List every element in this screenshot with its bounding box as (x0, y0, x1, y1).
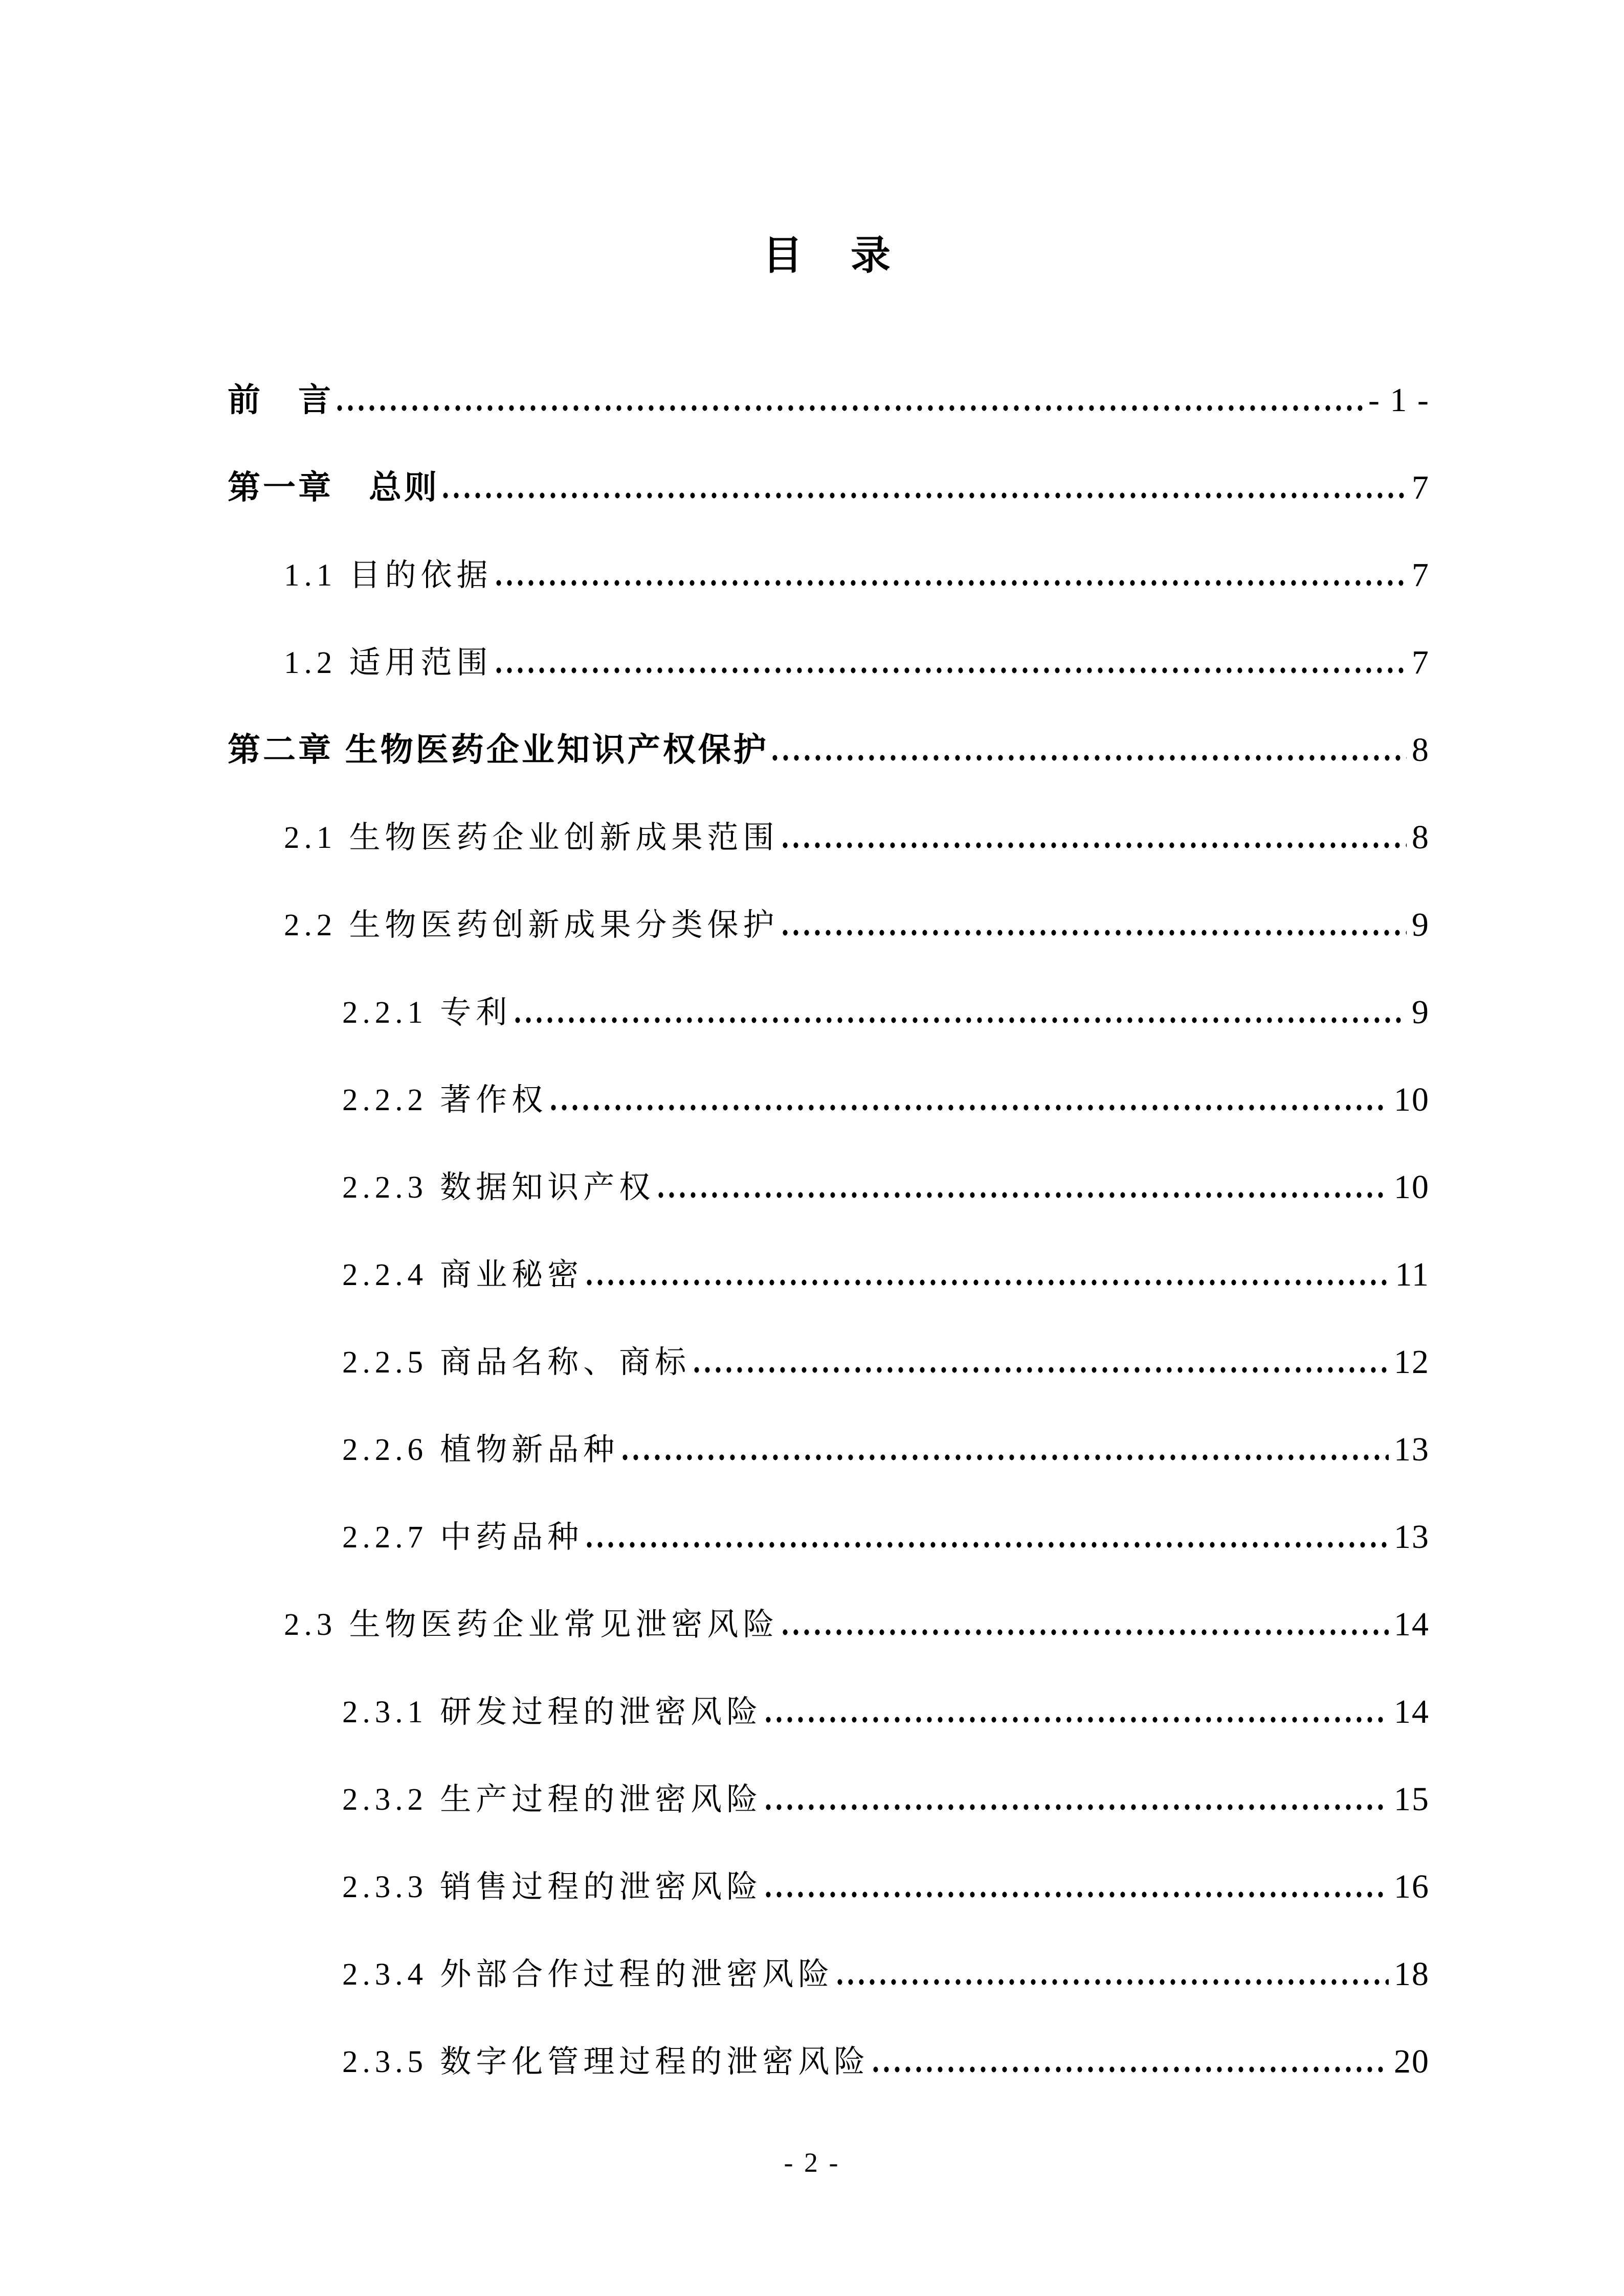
toc-entry-label: 2.2.3 数据知识产权 (342, 1170, 655, 1205)
dot-leader (763, 1729, 1389, 1816)
toc-entry-page: 7 (1412, 468, 1430, 506)
toc-entry-6 (228, 854, 1430, 942)
toc-entry-17 (228, 1816, 1430, 1904)
dot-leader (584, 1204, 1390, 1292)
dot-leader (335, 330, 1363, 417)
toc-entry-page: 16 (1394, 1867, 1430, 1905)
toc-entry-label: 2.2.2 著作权 (342, 1083, 548, 1117)
toc-entry-page: 7 (1412, 643, 1430, 681)
toc-entry-page: 14 (1394, 1605, 1430, 1643)
dot-leader (770, 680, 1407, 767)
toc-entry-page: 8 (1412, 818, 1430, 856)
toc-entry-label: 1.2 适用范围 (284, 645, 493, 680)
toc-entry-4 (228, 680, 1430, 767)
page-footer: - 2 - (784, 2147, 840, 2178)
dot-leader (780, 1554, 1389, 1641)
dot-leader (494, 505, 1407, 592)
toc-entry-page: 14 (1394, 1693, 1430, 1730)
toc-entry-2 (228, 505, 1430, 592)
toc-entry-19 (228, 1991, 1430, 2079)
dot-leader (780, 854, 1407, 942)
toc-entry-12 (228, 1379, 1430, 1467)
toc-entry-label: 2.2 生物医药创新成果分类保护 (284, 908, 779, 942)
toc-entry-label: 2.1 生物医药企业创新成果范围 (284, 820, 779, 855)
toc-entry-page: 7 (1412, 556, 1430, 594)
toc-entry-label: 前 言 (228, 381, 333, 418)
dot-leader (440, 417, 1407, 505)
toc-list (228, 330, 1430, 2079)
toc-entry-label: 2.3.5 数字化管理过程的泄密风险 (342, 2044, 870, 2079)
toc-entry-page: - 1 - (1368, 381, 1430, 419)
toc-entry-page: 20 (1394, 2042, 1430, 2080)
toc-entry-page: 10 (1394, 1168, 1430, 1206)
dot-leader (692, 1292, 1389, 1379)
toc-entry-label: 2.3.3 销售过程的泄密风险 (342, 1870, 763, 1904)
toc-entry-label: 2.3.2 生产过程的泄密风险 (342, 1782, 763, 1817)
toc-entry-page: 10 (1394, 1081, 1430, 1118)
toc-entry-18 (228, 1904, 1430, 1991)
toc-entry-page: 9 (1412, 906, 1430, 943)
dot-leader (871, 1991, 1389, 2079)
toc-entry-16 (228, 1729, 1430, 1816)
dot-leader (780, 767, 1407, 854)
toc-entry-page: 13 (1394, 1430, 1430, 1468)
toc-entry-label: 2.2.7 中药品种 (342, 1520, 584, 1555)
toc-entry-page: 13 (1394, 1518, 1430, 1556)
toc-entry-5 (228, 767, 1430, 854)
toc-entry-label: 2.2.1 专利 (342, 995, 512, 1030)
toc-entry-9 (228, 1117, 1430, 1204)
toc-entry-page: 15 (1394, 1780, 1430, 1818)
dot-leader (763, 1641, 1389, 1729)
toc-entry-label: 2.3.4 外部合作过程的泄密风险 (342, 1957, 834, 1992)
toc-entry-page: 12 (1394, 1343, 1430, 1381)
toc-entry-7 (228, 942, 1430, 1029)
toc-entry-10 (228, 1204, 1430, 1292)
dot-leader (513, 942, 1407, 1029)
toc-entry-3 (228, 592, 1430, 680)
dot-leader (763, 1816, 1389, 1904)
toc-entry-label: 2.2.4 商业秘密 (342, 1257, 584, 1292)
toc-entry-11 (228, 1292, 1430, 1379)
toc-entry-8 (228, 1029, 1430, 1117)
toc-entry-13 (228, 1467, 1430, 1554)
dot-leader (548, 1029, 1389, 1117)
toc-entry-page: 11 (1395, 1255, 1430, 1293)
toc-entry-label: 第一章 总则 (228, 468, 439, 506)
dot-leader (620, 1379, 1389, 1467)
toc-entry-page: 9 (1412, 993, 1430, 1031)
toc-entry-label: 2.3 生物医药企业常见泄密风险 (284, 1607, 779, 1642)
page-title: 目 录 (762, 233, 895, 278)
toc-entry-label: 2.2.5 商品名称、商标 (342, 1345, 691, 1380)
toc-entry-1 (228, 417, 1430, 505)
toc-entry-label: 1.1 目的依据 (284, 558, 493, 593)
toc-entry-15 (228, 1641, 1430, 1729)
toc-entry-label: 2.2.6 植物新品种 (342, 1432, 619, 1467)
dot-leader (656, 1117, 1389, 1204)
toc-entry-label: 第二章 生物医药企业知识产权保护 (228, 731, 769, 768)
toc-entry-page: 8 (1412, 731, 1430, 769)
toc-entry-label: 2.3.1 研发过程的泄密风险 (342, 1695, 763, 1729)
toc-entry-page: 18 (1394, 1955, 1430, 1993)
toc-entry-14 (228, 1554, 1430, 1641)
toc-entry-0 (228, 330, 1430, 417)
dot-leader (835, 1904, 1389, 1991)
dot-leader (584, 1467, 1389, 1554)
dot-leader (494, 592, 1407, 680)
